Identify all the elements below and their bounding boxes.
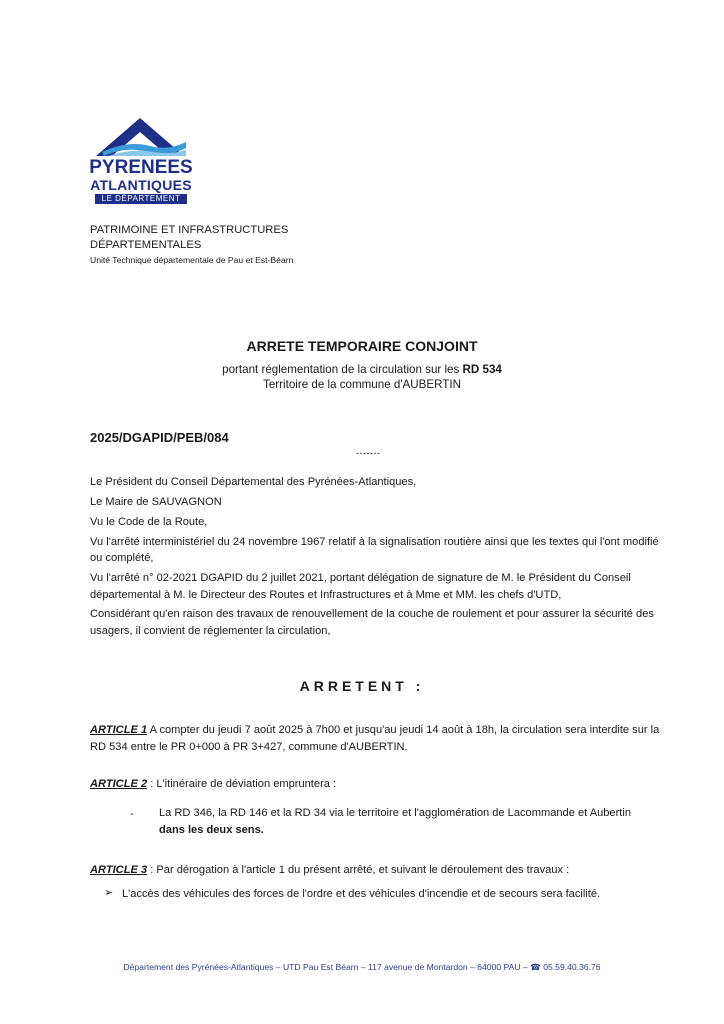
considerant-3: Vu l'arrêté interministériel du 24 novembre 1967 relatif à la signalisation routière ainsi que les textes qui l'ont modifié ou complété, [90,535,659,565]
subtitle-line-1 [0,362,724,377]
article-2-item-text: La RD 346, la RD 146 et la RD 34 via le territoire et l'agglomération de Lacommande et Aubertin [159,807,632,819]
logo-text-pyrenees: PYRENEES [89,157,193,178]
article-2-label: ARTICLE 2 [90,778,148,790]
department-logo [88,112,194,204]
article-2-bullet: - [130,808,134,820]
article-2-item [159,805,659,838]
article-3-text: : Par dérogation à l'article 1 du présent arrêté, et suivant le déroulement des travaux : [147,864,570,876]
service-unit: Unité Technique départementale de Pau et Est-Béarn [90,255,294,265]
subtitle-line-2: Territoire de la commune d'AUBERTIN [263,378,461,391]
document-reference: 2025/DGAPID/PEB/084 [90,430,229,445]
footer-phone: 05.59.40.36.76 [540,962,601,972]
considerant-2: Vu le Code de la Route, [90,515,208,528]
article-3-label: ARTICLE 3 [90,864,148,876]
service-line-1: PATRIMOINE ET INFRASTRUCTURES [90,224,289,236]
separator: ------- [356,448,381,458]
article-2 [90,776,660,793]
article-2-text: : L'itinéraire de déviation empruntera : [147,778,337,790]
article-2-item-bold: dans les deux sens. [159,823,264,836]
document-subtitle [0,362,724,392]
service-line-2: DÉPARTEMENTALES [90,239,202,251]
subtitle-road: RD 534 [462,363,502,376]
mountain-logo-icon [88,112,194,160]
logo-band-departement: LE DÉPARTEMENT [95,194,187,204]
footer-text: Département des Pyrénées-Atlantiques – UTD Pau Est Béarn – 117 avenue de Montardon – 64000 PAU – [123,962,531,972]
phone-icon: ☎ [530,962,541,972]
page-footer [0,962,724,973]
considerant-5: Considérant qu'en raison des travaux de renouvellement de la couche de roulement et pour assurer la sécurité des usagers, il convient de réglementer la circulation, [90,608,654,637]
considerant-0: Le Président du Conseil Départemental des Pyrénées-Atlantiques, [90,476,417,488]
arrow-bullet-icon: ➢ [104,887,114,899]
article-1-text: A compter du jeudi 7 août 2025 à 7h00 et jusqu'au jeudi 14 août à 18h, la circulation sera interdite sur la RD 534 entre le PR 0+000 à PR 3+427, commune d'AUBERTIN. [90,724,660,753]
service-header [90,223,293,268]
article-3 [90,862,660,879]
article-3-item: L'accès des véhicules des forces de l'ordre et des véhicules d'incendie et de secours sera facilité. [122,888,601,900]
document-title: ARRETE TEMPORAIRE CONJOINT [246,338,478,354]
logo-text-atlantiques: ATLANTIQUES [90,177,192,193]
considerant-4: Vu l'arrêté n° 02-2021 DGAPID du 2 juillet 2021, portant délégation de signature de M. le Président du Conseil départemental à M. le Directeur des Routes et Infrastructures et à Mme et MM. les chefs d'UTD, [90,572,631,601]
article-1 [90,722,660,755]
considerant-1: Le Maire de SAUVAGNON [90,495,222,508]
considerants [90,474,660,643]
arretent-heading: ARRETENT : [299,678,425,694]
article-1-label: ARTICLE 1 [90,724,148,736]
subtitle-prefix: portant réglementation de la circulation sur les [222,363,463,376]
